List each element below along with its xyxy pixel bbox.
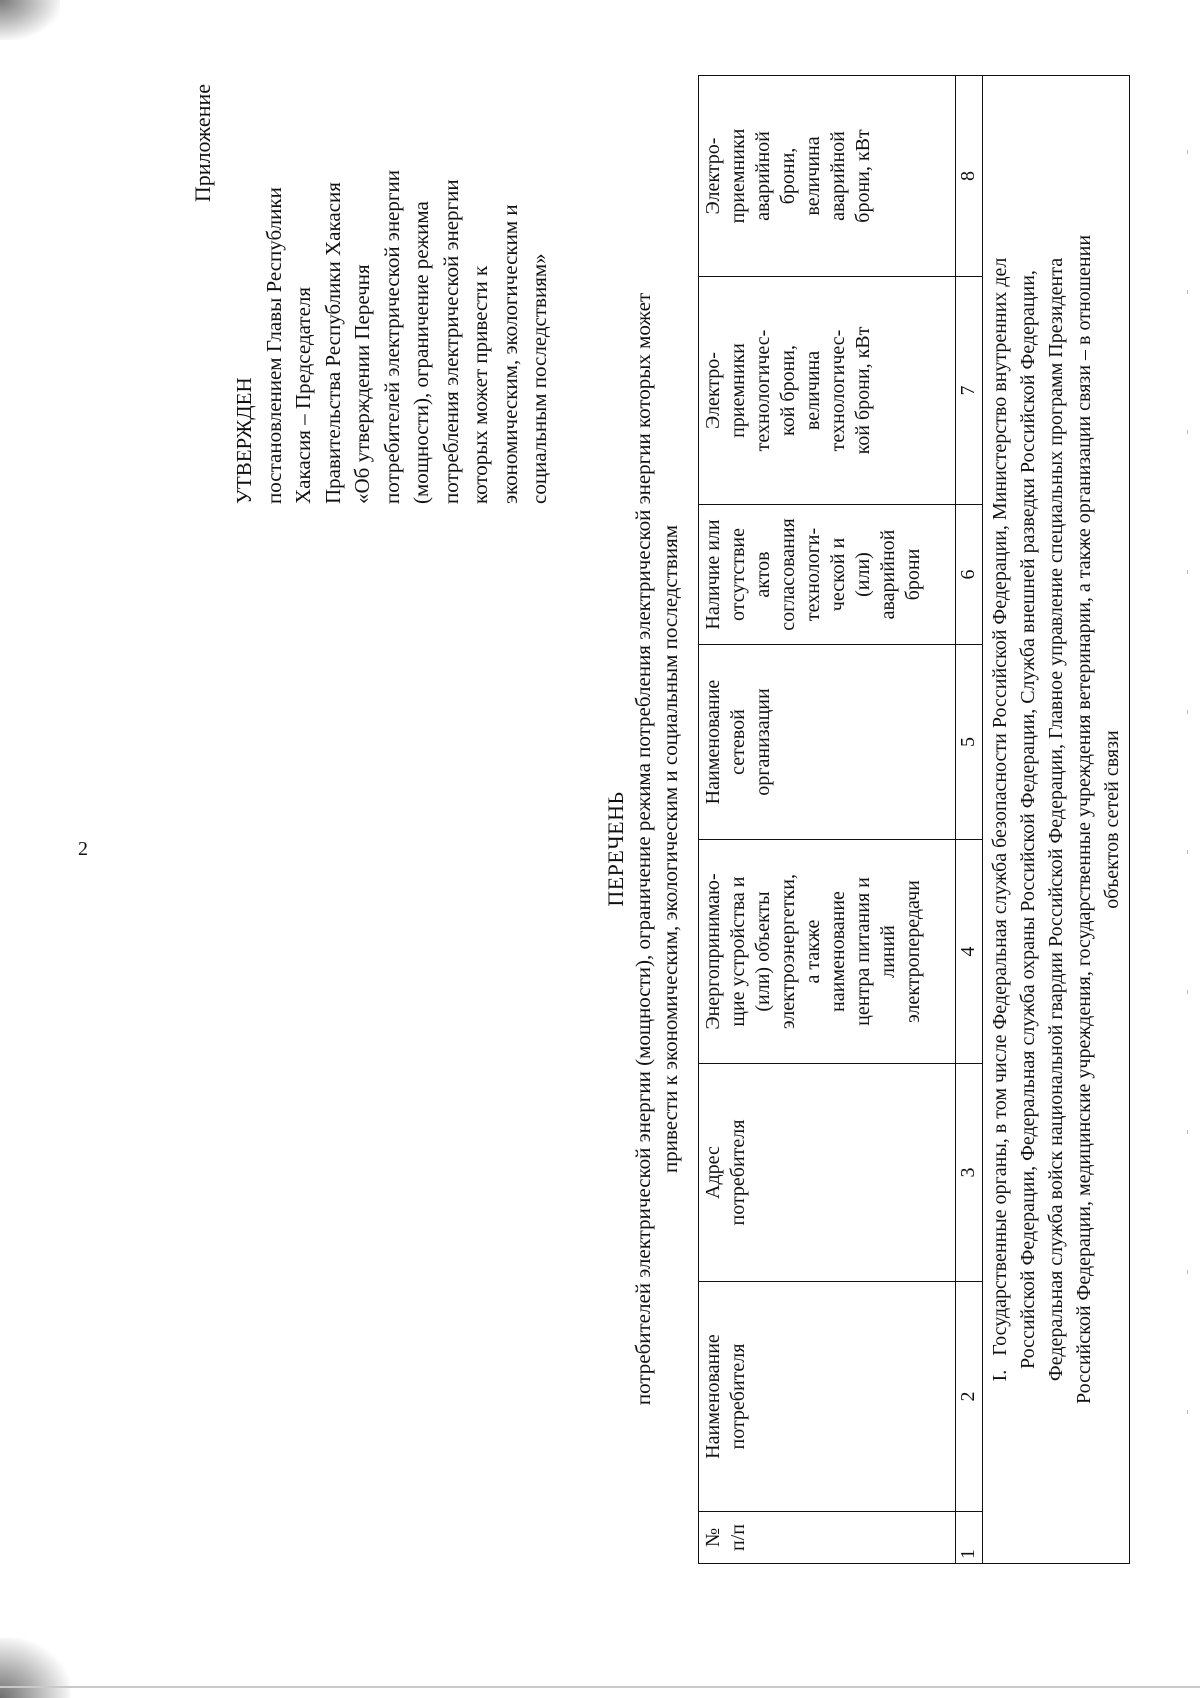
column-number-cell: 6 xyxy=(956,505,983,645)
approval-line: (мощности), ограничение режима xyxy=(409,201,433,504)
header-cell-reservation-acts: Наличие или отсутствие актов согласования технологи- ческой и (или) аварийной брони xyxy=(699,505,956,645)
table-header-row xyxy=(699,76,956,1564)
column-number-cell: 8 xyxy=(956,76,983,277)
consumers-table xyxy=(698,75,1130,1564)
section-row xyxy=(983,76,1130,1564)
approval-line: потребления электрической энергии xyxy=(438,179,463,504)
column-number-cell: 7 xyxy=(956,277,983,505)
header-cell-number: № п/п xyxy=(699,1512,956,1564)
header-cell-consumer-name: Наименование потребителя xyxy=(699,1282,956,1512)
approval-line: УТВЕРЖДЕН xyxy=(232,377,256,504)
approval-line: «Об утверждении Перечня xyxy=(350,264,374,504)
column-number-cell: 3 xyxy=(956,1064,983,1282)
header-cell-grid-organization: Наименование сетевой организации xyxy=(699,645,956,840)
section-line: I.Государственные органы, в том числе Федеральная служба безопасности Российской Федерации, Министерство внутренних дел xyxy=(989,257,1011,1382)
approval-line: которых может привести к xyxy=(468,265,492,504)
document-subtitle xyxy=(630,24,684,1674)
rotated-page-content xyxy=(25,24,1165,1674)
column-number-cell: 5 xyxy=(956,645,983,840)
document-title: ПЕРЕЧЕНЬ xyxy=(603,791,628,907)
scan-edge-dashes xyxy=(1187,150,1188,1548)
header-cell-technological-reserve: Электро- приемники технологичес- кой брони, величина технологичес- кой брони, кВт xyxy=(699,277,956,505)
column-numbers-row xyxy=(956,76,983,1564)
header-cell-power-devices: Энергопринимаю- щие устройства и (или) объекты электроэнергетки, а также наименование центра питания и линий электропередачи xyxy=(699,840,956,1064)
section-line: Российской Федерации, медицинские учреждения, государственные учреждения ветеринарии, а также организации связи – в отношении xyxy=(1073,234,1095,1405)
approval-line: социальным последствиям» xyxy=(527,253,551,504)
header-cell-emergency-reserve: Электро- приемники аварийной брони, величина аварийной брони, кВт xyxy=(699,76,956,277)
section-line: Российской Федерации, Федеральная служба охраны Российской Федерации, Служба внешней разведки Российской Федерации, xyxy=(1017,270,1039,1369)
column-number-cell: 4 xyxy=(956,840,983,1064)
section-number: I. xyxy=(989,1369,1011,1382)
approval-line: Правительства Республики Хакасия xyxy=(320,182,345,504)
column-number-cell: 2 xyxy=(956,1282,983,1512)
approval-line: экономическим, экологическим и xyxy=(497,204,522,504)
approval-line: постановлением Главы Республики xyxy=(261,187,286,504)
scan-edge-line xyxy=(0,1686,1200,1688)
page-number: 2 xyxy=(78,838,88,860)
approval-block xyxy=(230,144,555,504)
subtitle-line: привести к экономическим, экологическим и социальным последствиям xyxy=(658,524,682,1174)
section-line: Федеральная служба войск национальной гвардии Российской Федерации, Главное управление специальных программ Президента xyxy=(1045,257,1067,1382)
column-number-cell: 1 xyxy=(956,1512,983,1564)
appendix-label: Приложение xyxy=(190,84,215,203)
approval-line: потребителей электрической энергии xyxy=(379,170,404,504)
header-cell-consumer-address: Адрес потребителя xyxy=(699,1064,956,1282)
section-line: объектов сетей связи xyxy=(1101,730,1123,909)
subtitle-line: потребителей электрической энергии (мощности), ограничение режима потребления электрической энергии которых может xyxy=(631,292,655,1406)
section-cell xyxy=(983,76,1130,1564)
approval-line: Хакасия – Председателя xyxy=(291,286,315,504)
